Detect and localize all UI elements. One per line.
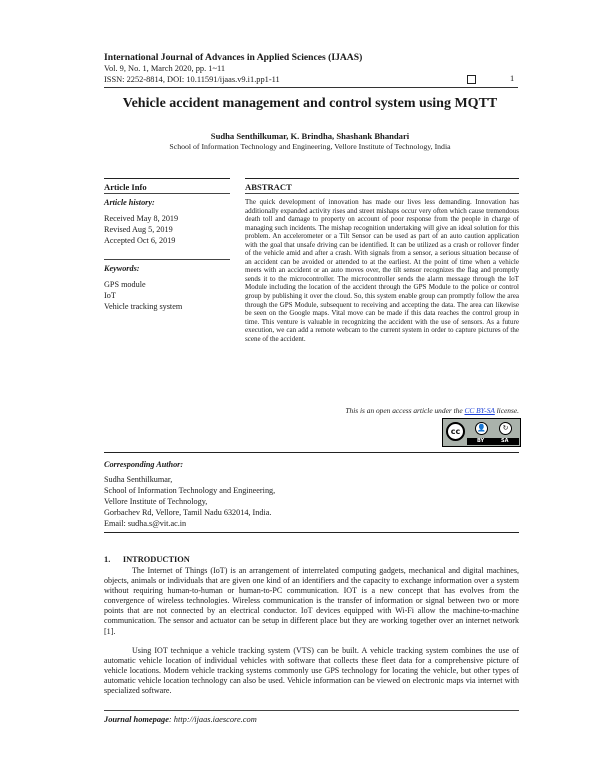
homepage-label: Journal homepage <box>104 715 169 724</box>
homepage-url[interactable]: : http://ijaas.iaescore.com <box>168 715 257 724</box>
footer-rule <box>104 710 519 711</box>
corresponding-line: School of Information Technology and Engineering, <box>104 486 276 495</box>
history-revised: Revised Aug 5, 2019 <box>104 225 173 234</box>
keywords-label: Keywords: <box>104 264 140 273</box>
abstract-text: The quick development of innovation has made our lives less demanding. Innovation has additionally expanded activity rises and street mishaps occur very often which cause tremendous death toll and damage to property on account of poor response from the people in charge of managing such incidents. The mishap recognition undertaking will give an ideal solution for this problem. An accelerometer or a Tilt Sensor can be used as part of an auto caution application with the goal that unsafe driving can be identified. It can be utilized as a crash or rollover finder of the vehicle amid and after a crash. With signals from a sensor, a serious situation because of an accident can be avoided or attended to at the earliest. At the point of time when a vehicle meets with an accident or an auto moves over, the tilt sensor recognizes the flag and promptly sends it to the microcontroller. The microcontroller sends the alarm message through the IoT Module including the location of the accident through the GPS Module to the police or control group by publishing it over the cloud. So, this system enable group can promptly follow the area through the GPS Module, subsequent to receiving and accepting the data. The area can likewise be seen on the Google maps. Vital move can be made if this data reaches the control group in time. This venture is valuable in recognizing the accident with the use of sensors. As a future execution, we can add a remote webcam to the current system in order to capture pictures of the scene of the accident. <box>245 198 519 343</box>
volume-line: Vol. 9, No. 1, March 2020, pp. 1~11 <box>104 64 226 73</box>
history-received: Received May 8, 2019 <box>104 214 179 223</box>
abstract-bottom-rule <box>104 452 519 453</box>
cc-license-badge[interactable] <box>442 418 521 447</box>
article-info-top-rule <box>104 178 230 179</box>
paper-authors: Sudha Senthilkumar, K. Brindha, Shashank Bhandari <box>210 131 410 141</box>
introduction-heading: 1. INTRODUCTION <box>104 555 190 564</box>
cc-logo-icon: cc <box>446 422 465 441</box>
sa-label: SA <box>501 438 509 444</box>
article-info-heading: Article Info <box>104 182 147 192</box>
journal-homepage <box>104 715 257 724</box>
cc-label-strip <box>467 438 519 445</box>
header-rule <box>104 87 518 88</box>
corresponding-email: Email: sudha.s@vit.ac.in <box>104 519 187 528</box>
paper-title: Vehicle accident management and control system using MQTT <box>122 96 498 111</box>
keywords-rule <box>104 259 230 260</box>
history-label: Article history: <box>104 198 155 207</box>
keyword-item: Vehicle tracking system <box>104 302 183 311</box>
license-suffix: license. <box>494 406 519 415</box>
by-label: BY <box>477 438 485 444</box>
corresponding-line: Gorbachev Rd, Vellore, Tamil Nadu 632014, India. <box>104 508 272 517</box>
paper-affiliation: School of Information Technology and Engineering, Vellore Institute of Technology, India <box>169 142 451 151</box>
abstract-heading: ABSTRACT <box>245 182 292 192</box>
corresponding-line: Sudha Senthilkumar, <box>104 475 173 484</box>
issn-line: ISSN: 2252-8814, DOI: 10.11591/ijaas.v9.i1.pp1-11 <box>104 75 280 84</box>
intro-paragraph-1: The Internet of Things (IoT) is an arrangement of interrelated computing gadgets, mechanical and digital machines, objects, animals or individuals that are given one kind of an identifiers and the capacity to exchange information over a system without requiring human-to-human or human-to-PC communication. IOT is a new concept that has evolves from the convergence of wireless technologies. Wireless communication is the transfer of information or signal between two or more points that are not connected by an electrical conductor. IoT devices equipped with Wi-Fi allow the machine-to-machine communication. The sensor and actuator can be setup in different place but they are working together over an internet network [1]. <box>104 566 519 636</box>
keyword-item: IoT <box>104 291 116 300</box>
corresponding-line: Vellore Institute of Technology, <box>104 497 208 506</box>
corresponding-label: Corresponding Author: <box>104 460 184 469</box>
corresponding-bottom-rule <box>104 532 519 533</box>
abstract-top-rule <box>245 178 519 179</box>
share-alike-icon: ↻ <box>499 422 512 435</box>
license-statement <box>245 406 519 415</box>
page-number: 1 <box>510 74 515 83</box>
journal-title: International Journal of Advances in Applied Sciences (IJAAS) <box>104 52 363 63</box>
article-info-heading-rule <box>104 193 230 194</box>
license-prefix: This is an open access article under the <box>345 406 465 415</box>
cc-by-sa-link[interactable]: CC BY-SA <box>464 406 495 415</box>
person-icon: 👤 <box>475 422 488 435</box>
keyword-item: GPS module <box>104 280 146 289</box>
history-accepted: Accepted Oct 6, 2019 <box>104 236 176 245</box>
intro-paragraph-2: Using IOT technique a vehicle tracking system (VTS) can be built. A vehicle tracking system combines the use of automatic vehicle location of individual vehicles with software that collects these fleet data for a comprehensive picture of vehicle locations. Modern vehicle tracking systems commonly use GPS technology for locating the vehicle, but other types of automatic vehicle location technology can also be used. Vehicle information can be viewed on electronic maps via internet with specialized software. <box>104 646 519 696</box>
abstract-heading-rule <box>245 193 519 194</box>
square-icon <box>467 75 476 84</box>
